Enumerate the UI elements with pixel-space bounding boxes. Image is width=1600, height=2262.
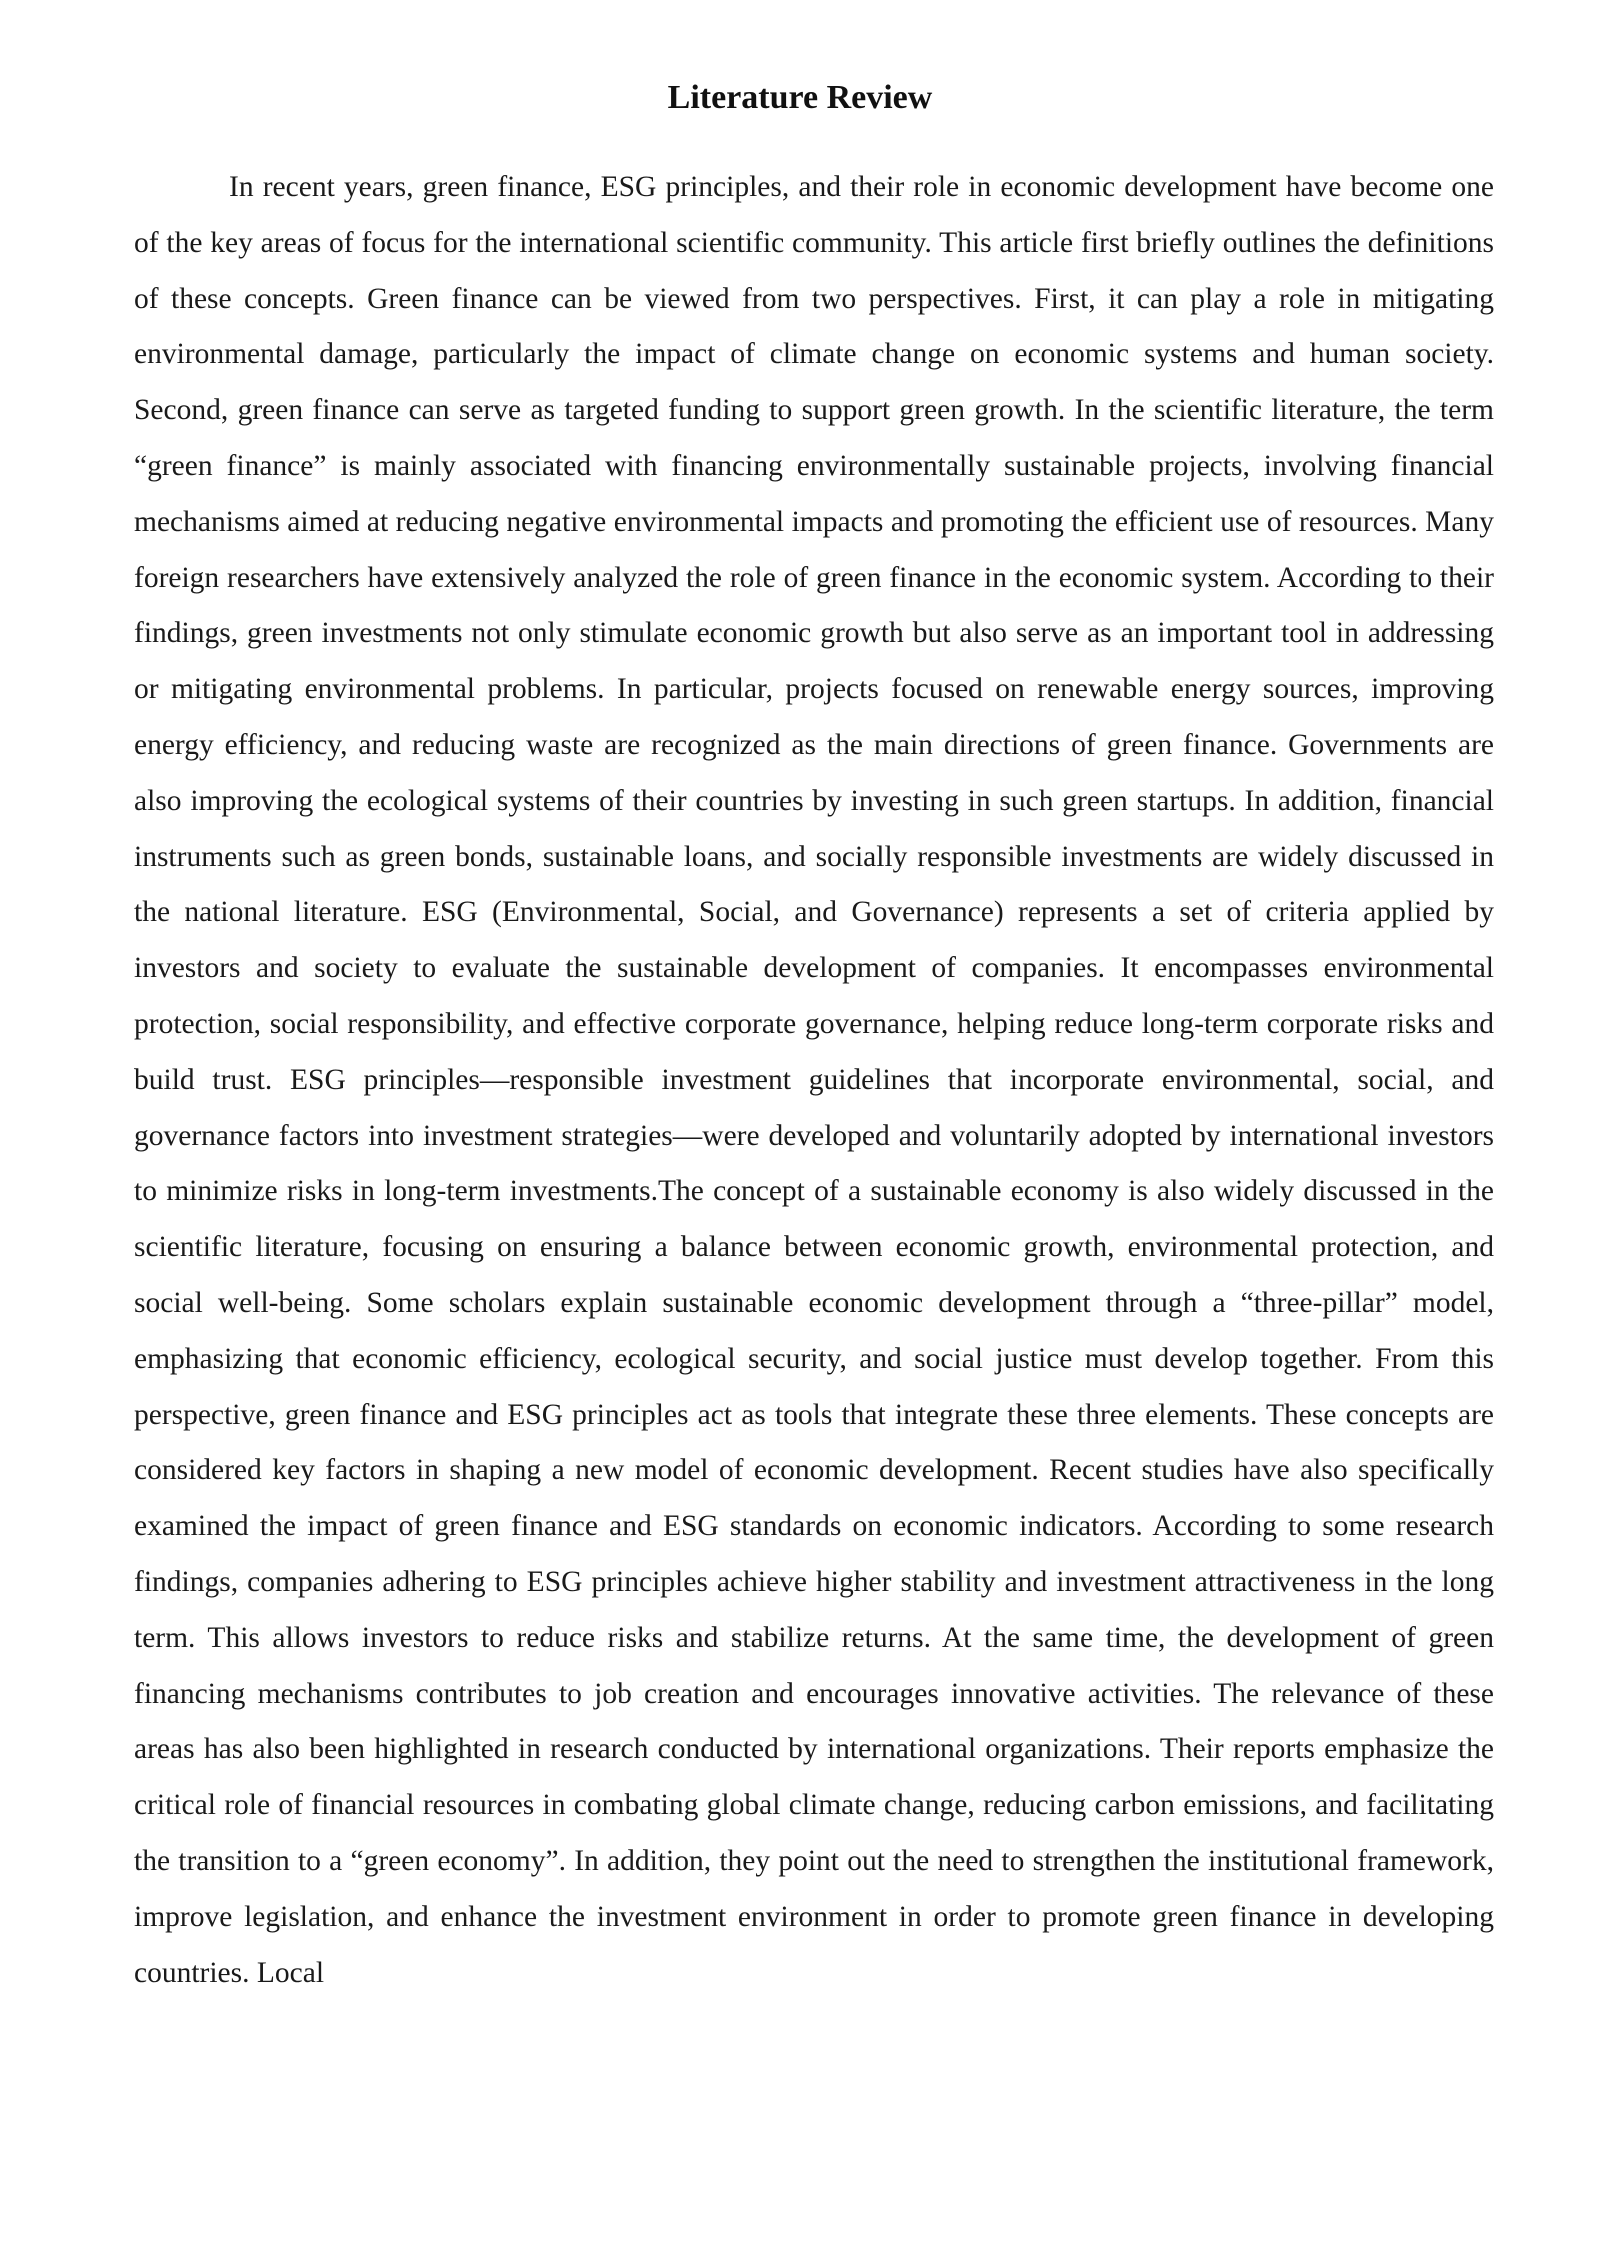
page-title: Literature Review: [667, 79, 933, 116]
body-paragraph: In recent years, green finance, ESG principles, and their role in economic development have become one of the key areas of focus for the international scientific community. This article first briefly outlines the definitions of these concepts. Green finance can be viewed from two perspectives. First, it can play a role in mitigating environmental damage, particularly the impact of climate change on economic systems and human society. Second, green finance can serve as targeted funding to support green growth. In the scientific literature, the term “green finance” is mainly associated with financing environmentally sustainable projects, involving financial mechanisms aimed at reducing negative environmental impacts and promoting the efficient use of resources. Many foreign researchers have extensively analyzed the role of green finance in the economic system. According to their findings, green investments not only stimulate economic growth but also serve as an important tool in addressing or mitigating environmental problems. In particular, projects focused on renewable energy sources, improving energy efficiency, and reducing waste are recognized as the main directions of green finance. Governments are also improving the ecological systems of their countries by investing in such green startups. In addition, financial instruments such as green bonds, sustainable loans, and socially responsible investments are widely discussed in the national literature. ESG (Environmental, Social, and Governance) represents a set of criteria applied by investors and society to evaluate the sustainable development of companies. It encompasses environmental protection, social responsibility, and effective corporate governance, helping reduce long-term corporate risks and build trust. ESG principles—responsible investment guidelines that incorporate environmental, social, and governance factors into investment strategies—were developed and voluntarily adopted by international investors to minimize risks in long-term investments.The concept of a sustainable economy is also widely discussed in the scientific literature, focusing on ensuring a balance between economic growth, environmental protection, and social well-being. Some scholars explain sustainable economic development through a “three-pillar” model, emphasizing that economic efficiency, ecological security, and social justice must develop together. From this perspective, green finance and ESG principles act as tools that integrate these three elements. These concepts are considered key factors in shaping a new model of economic development. Recent studies have also specifically examined the impact of green finance and ESG standards on economic indicators. According to some research findings, companies adhering to ESG principles achieve higher stability and investment attractiveness in the long term. This allows investors to reduce risks and stabilize returns. At the same time, the development of green financing mechanisms contributes to job creation and encourages innovative activities. The relevance of these areas has also been highlighted in research conducted by international organizations. Their reports emphasize the critical role of financial resources in combating global climate change, reducing carbon emissions, and facilitating the transition to a “green economy”. In addition, they point out the need to strengthen the institutional framework, improve legislation, and enhance the investment environment in order to promote green finance in developing countries. Local: [134, 171, 1494, 1989]
